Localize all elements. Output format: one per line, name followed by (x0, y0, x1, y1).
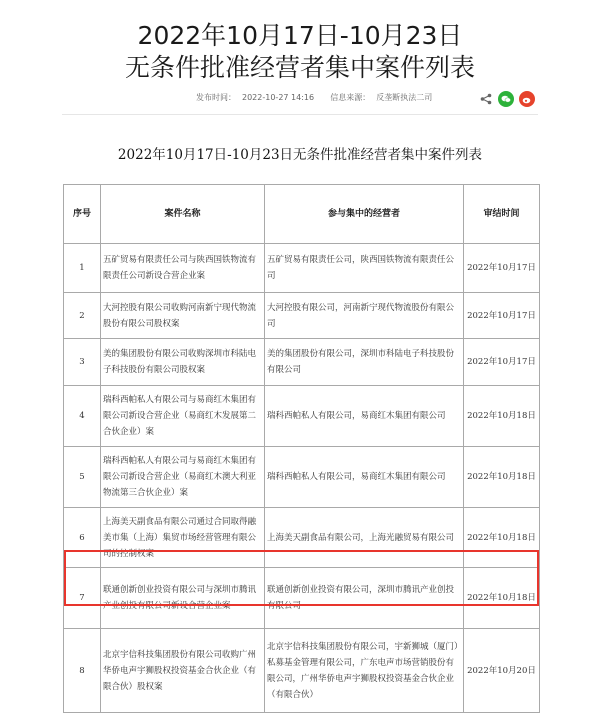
row-case: 北京宇信科技集团股份有限公司收购广州华侨电声宇狮股权投资基金合伙企业（有限合伙）股权案 (101, 629, 265, 713)
table-row (64, 447, 540, 508)
row-parties: 北京宇信科技集团股份有限公司，宇新狮城（厦门）私募基金管理有限公司，广东电声市场营销股份有限公司，广州华侨电声宇狮股权投资基金合伙企业（有限合伙） (265, 629, 464, 713)
row-date: 2022年10月18日 (464, 508, 540, 568)
table-row (64, 386, 540, 447)
table-row (64, 244, 540, 293)
share-icon[interactable] (480, 93, 492, 105)
publish-time: 2022-10-27 14:16 (242, 93, 315, 102)
source-label: 信息来源： (330, 93, 371, 102)
table-row-highlighted (64, 568, 540, 629)
weibo-icon[interactable] (519, 91, 535, 107)
table-row (64, 293, 540, 339)
row-parties: 瑞科西帕私人有限公司，易商红木集团有限公司 (265, 447, 464, 508)
row-case: 瑞科西帕私人有限公司与易商红木集团有限公司新设合营企业（易商红木澳大利亚物流第三合伙企业）案 (101, 447, 265, 508)
row-date: 2022年10月20日 (464, 629, 540, 713)
row-no: 8 (64, 629, 101, 713)
header-no: 序号 (64, 185, 101, 244)
row-date: 2022年10月18日 (464, 568, 540, 629)
table-row (64, 339, 540, 386)
row-case: 美的集团股份有限公司收购深圳市科陆电子科技股份有限公司股权案 (101, 339, 265, 386)
header-parties: 参与集中的经营者 (265, 185, 464, 244)
row-no: 7 (64, 568, 101, 629)
row-parties: 瑞科西帕私人有限公司，易商红木集团有限公司 (265, 386, 464, 447)
row-no: 4 (64, 386, 101, 447)
source: 反垄断执法二司 (376, 93, 433, 102)
row-case: 联通创新创业投资有限公司与深圳市腾讯产业创投有限公司新设合营企业案 (101, 568, 265, 629)
row-parties: 大河控股有限公司，河南新宁现代物流股份有限公司 (265, 293, 464, 339)
row-case: 瑞科西帕私人有限公司与易商红木集团有限公司新设合营企业（易商红木发展第二合伙企业）案 (101, 386, 265, 447)
header-date: 审结时间 (464, 185, 540, 244)
table-row (64, 629, 540, 713)
row-no: 6 (64, 508, 101, 568)
row-date: 2022年10月18日 (464, 447, 540, 508)
row-parties: 美的集团股份有限公司，深圳市科陆电子科技股份有限公司 (265, 339, 464, 386)
table-header-row (64, 185, 540, 244)
row-no: 1 (64, 244, 101, 293)
row-no: 3 (64, 339, 101, 386)
row-case: 上海美天副食品有限公司通过合同取得融美市集（上海）集贸市场经营管理有限公司的控制权案 (101, 508, 265, 568)
row-no: 5 (64, 447, 101, 508)
row-parties: 联通创新创业投资有限公司，深圳市腾讯产业创投有限公司 (265, 568, 464, 629)
wechat-icon[interactable] (498, 91, 514, 107)
document-title: 2022年10月17日-10月23日无条件批准经营者集中案件列表 (117, 147, 483, 163)
row-date: 2022年10月17日 (464, 244, 540, 293)
divider (62, 114, 538, 115)
row-case: 五矿贸易有限责任公司与陕西国铁物流有限责任公司新设合营企业案 (101, 244, 265, 293)
row-date: 2022年10月17日 (464, 293, 540, 339)
article-title-line1: 2022年10月17日-10月23日 (137, 21, 463, 50)
row-date: 2022年10月18日 (464, 386, 540, 447)
publish-label: 发布时间： (196, 93, 236, 102)
row-case: 大河控股有限公司收购河南新宁现代物流股份有限公司股权案 (101, 293, 265, 339)
case-table (63, 184, 540, 713)
row-date: 2022年10月17日 (464, 339, 540, 386)
header-case: 案件名称 (101, 185, 265, 244)
row-parties: 五矿贸易有限责任公司，陕西国铁物流有限责任公司 (265, 244, 464, 293)
row-no: 2 (64, 293, 101, 339)
table-row (64, 508, 540, 568)
article-meta (196, 92, 438, 103)
article-title-line2: 无条件批准经营者集中案件列表 (124, 53, 475, 82)
row-parties: 上海美天副食品有限公司，上海光融贸易有限公司 (265, 508, 464, 568)
